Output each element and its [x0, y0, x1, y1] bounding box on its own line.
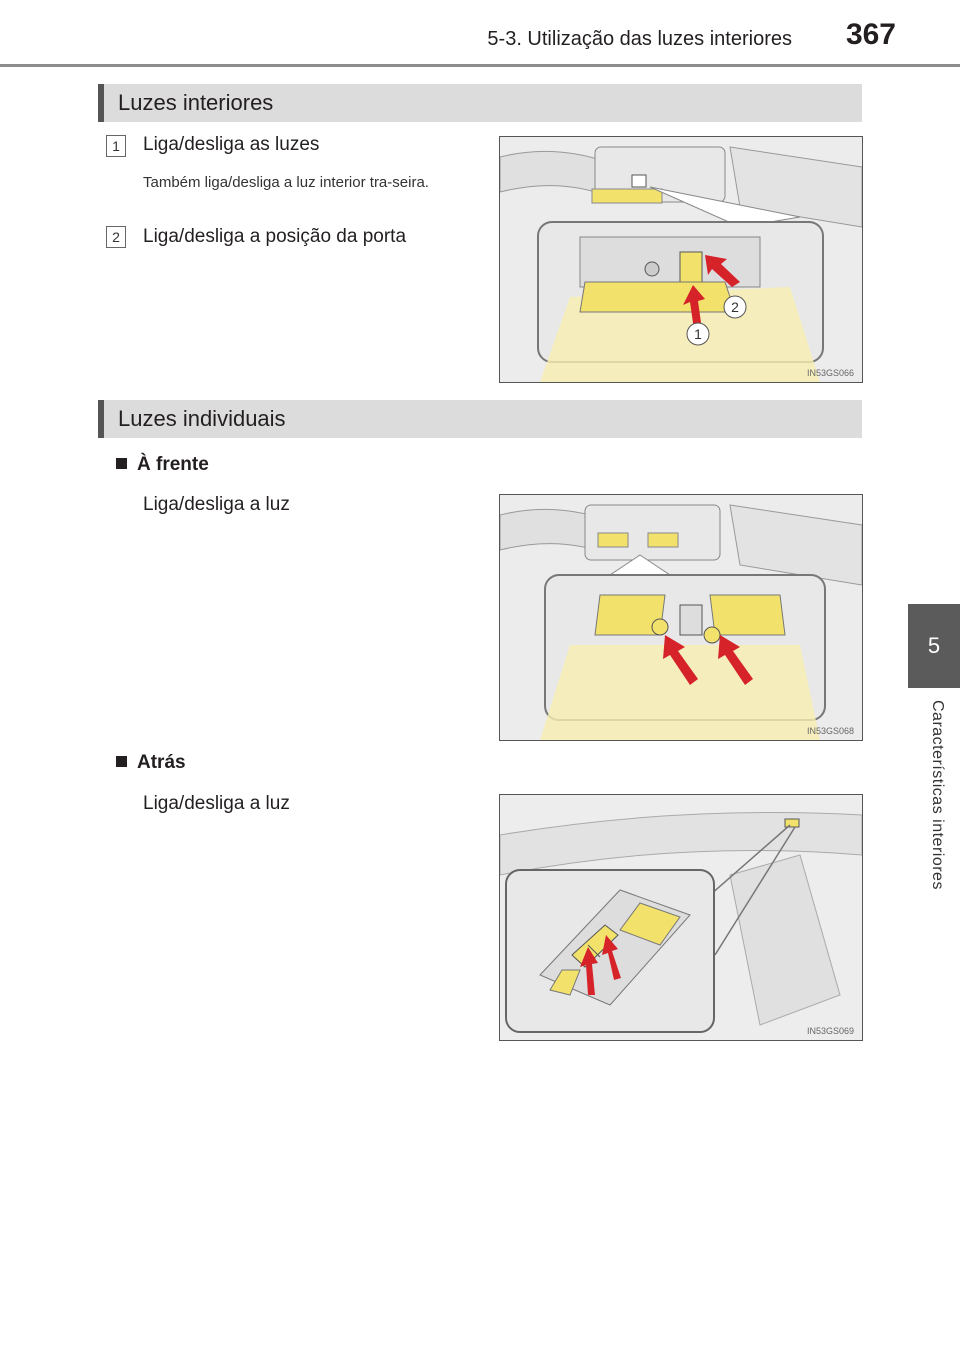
chapter-number: 5 [927, 633, 941, 658]
subsection-text: Liga/desliga a luz [143, 494, 290, 515]
section-header-interior-lights [98, 84, 862, 122]
chapter-label: Características interiores [929, 700, 946, 890]
figure-code: IN53GS066 [806, 368, 854, 378]
chapter-tab[interactable] [908, 604, 960, 688]
item-text: Liga/desliga a posição da porta [143, 226, 407, 247]
figure-rear-lights [499, 794, 863, 1041]
subsection-text: Liga/desliga a luz [143, 793, 290, 814]
item-number-badge: 1 [106, 135, 126, 157]
header-title: 5-3. Utilização das luzes interiores [487, 28, 792, 50]
rear-cabin-illustration [500, 795, 862, 1040]
overhead-console-illustration [500, 137, 862, 382]
item-text: Liga/desliga as luzes [143, 134, 320, 155]
figure-code: IN53GS069 [806, 1026, 854, 1036]
subsection-heading-front: À frente [116, 454, 209, 476]
square-bullet-icon [116, 458, 127, 469]
section-title: Luzes individuais [118, 406, 286, 431]
figure-front-lights [499, 494, 863, 741]
page-number: 367 [845, 18, 896, 51]
front-console-illustration [500, 495, 862, 740]
item-number-badge: 2 [106, 226, 126, 248]
subsection-heading-rear: Atrás [116, 752, 186, 774]
section-header-individual-lights [98, 400, 862, 438]
square-bullet-icon [116, 756, 127, 767]
section-title: Luzes interiores [118, 90, 274, 115]
item-note: Também liga/desliga a luz interior tra-seira. [143, 174, 429, 191]
figure-code: IN53GS068 [806, 726, 854, 736]
header-divider [0, 64, 960, 67]
figure-interior-lights [499, 136, 863, 383]
figure-callout: 2 [731, 299, 739, 315]
figure-callout: 1 [694, 326, 702, 342]
